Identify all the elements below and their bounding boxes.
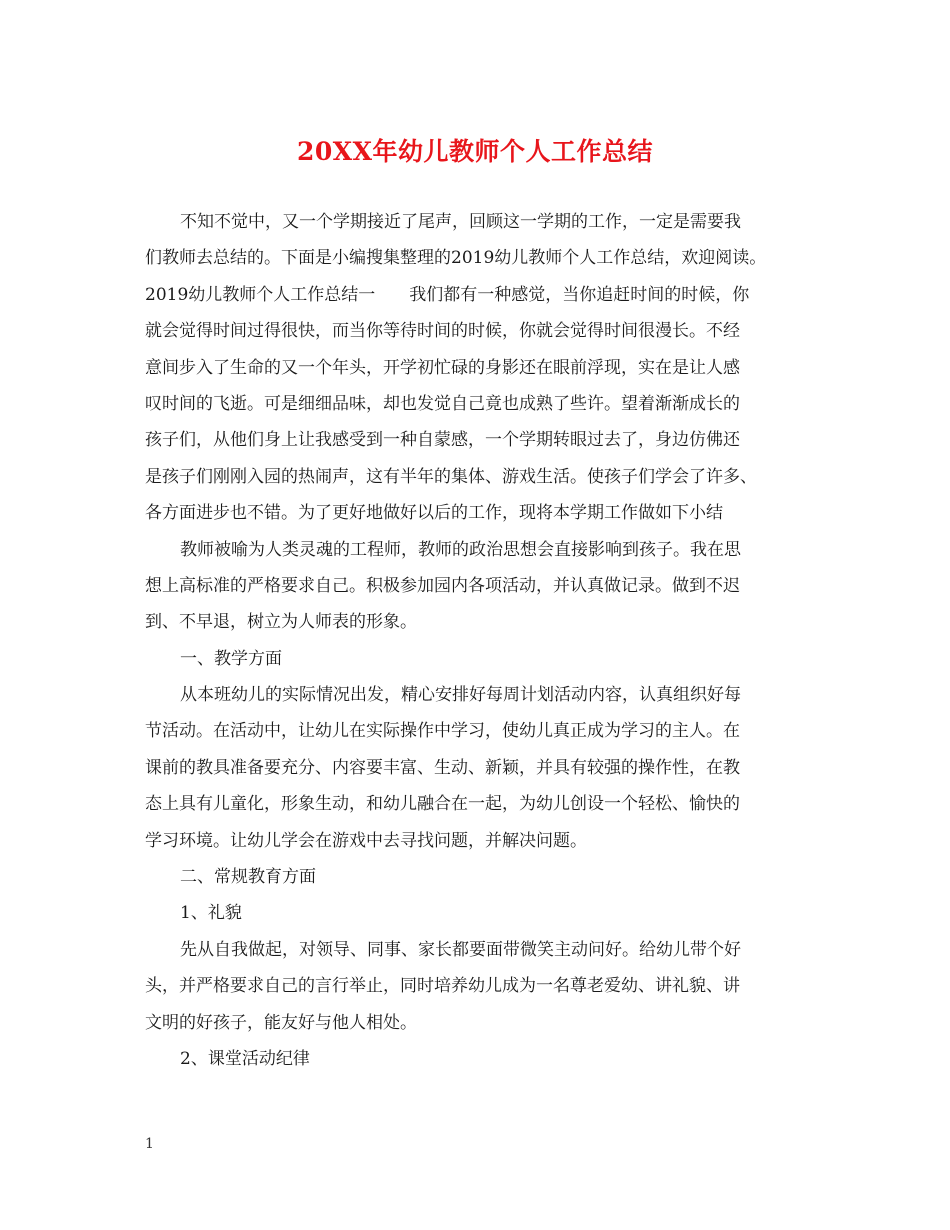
- text-line: 从本班幼儿的实际情况出发，精心安排好每周计划活动内容，认真组织好每: [180, 685, 741, 706]
- text-line: 一、教学方面: [180, 648, 282, 669]
- text-line: 到、不早退，树立为人师表的形象。: [145, 612, 417, 633]
- text-line: 课前的教具准备要充分、内容要丰富、生动、新颖，并具有较强的操作性，在教: [145, 757, 740, 778]
- text-line: 孩子们，从他们身上让我感受到一种自蒙感，一个学期转眼过去了，身边仿佛还: [145, 430, 740, 451]
- document-body: [145, 204, 813, 1077]
- page-number: 1: [145, 1136, 154, 1152]
- text-line: 就会觉得时间过得很快，而当你等待时间的时候，你就会觉得时间很漫长。不经: [145, 321, 740, 342]
- text-line: 各方面进步也不错。为了更好地做好以后的工作，现将本学期工作做如下小结: [145, 503, 723, 524]
- text-line: 文明的好孩子，能友好与他人相处。: [145, 1012, 417, 1033]
- text-line: 意间步入了生命的又一个年头，开学初忙碌的身影还在眼前浮现，实在是让人感: [145, 357, 740, 378]
- text-line: 二、常规教育方面: [180, 867, 316, 888]
- text-line: 头，并严格要求自己的言行举止，同时培养幼儿成为一名尊老爱幼、讲礼貌、讲: [145, 976, 740, 997]
- text-line: 态上具有儿童化，形象生动，和幼儿融合在一起，为幼儿创设一个轻松、愉快的: [145, 794, 740, 815]
- text-line: 学习环境。让幼儿学会在游戏中去寻找问题，并解决问题。: [145, 830, 587, 851]
- text-line: 是孩子们刚刚入园的热闹声，这有半年的集体、游戏生活。使孩子们学会了许多、: [145, 466, 757, 487]
- text-line: 不知不觉中，又一个学期接近了尾声，回顾这一学期的工作，一定是需要我: [180, 212, 741, 232]
- document-title: 20XX年幼儿教师个人工作总结: [296, 137, 654, 166]
- text-line: 1、礼貌: [180, 903, 242, 924]
- text-line: 2、课堂活动纪律: [180, 1048, 310, 1069]
- text-line: 节活动。在活动中，让幼儿在实际操作中学习，使幼儿真正成为学习的主人。在: [145, 721, 740, 742]
- text-line: 教师被喻为人类灵魂的工程师，教师的政治思想会直接影响到孩子。我在思: [180, 539, 741, 560]
- text-line: 先从自我做起，对领导、同事、家长都要面带微笑主动问好。给幼儿带个好: [180, 939, 741, 960]
- text-line: 想上高标准的严格要求自己。积极参加园内各项活动，并认真做记录。做到不迟: [145, 575, 740, 596]
- text-line: 2019幼儿教师个人工作总结一 我们都有一种感觉，当你追赶时间的时候，你: [145, 284, 750, 305]
- text-line: 叹时间的飞逝。可是细细品味，却也发觉自己竟也成熟了些许。望着渐渐成长的: [145, 393, 740, 414]
- text-line: 们教师去总结的。下面是小编搜集整理的2019幼儿教师个人工作总结，欢迎阅读。: [145, 248, 767, 269]
